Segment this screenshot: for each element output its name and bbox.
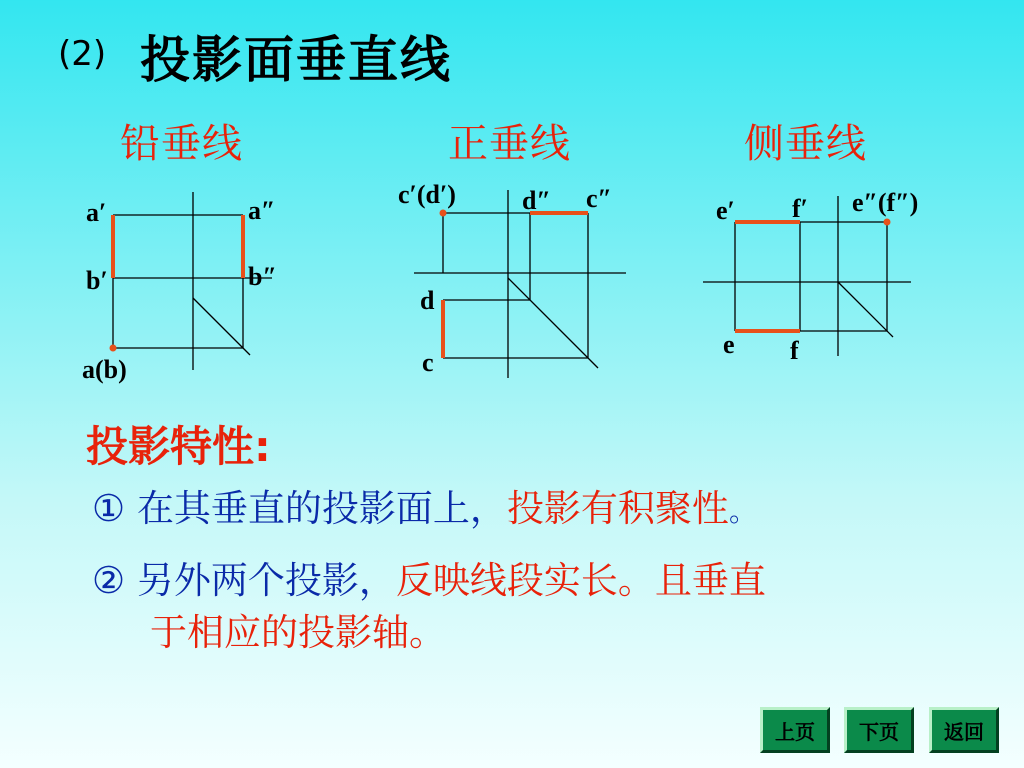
- heading-side-perpendicular-line: 侧垂线: [744, 121, 867, 167]
- label-b-side: b″: [248, 262, 277, 291]
- 45-degree-line: [193, 298, 250, 355]
- label-e-front: e′: [716, 196, 735, 225]
- back-button[interactable]: 返回: [929, 707, 999, 753]
- label-ef-side: e″(f″): [852, 188, 919, 217]
- next-page-button[interactable]: 下页: [844, 707, 914, 753]
- property-item-2-continued: 于相应的投影轴。: [150, 611, 446, 654]
- item-text: 在其垂直的投影面上，: [136, 487, 507, 530]
- label-d-top: d: [420, 286, 435, 315]
- label-d-side: d″: [522, 186, 551, 215]
- label-c-top: c: [422, 348, 434, 377]
- label-cd-front: c′(d′): [398, 180, 456, 209]
- item-highlight: 反映线段实长。且垂直: [395, 559, 766, 602]
- label-f-front: f′: [792, 194, 808, 223]
- item-text: 另外两个投影，: [136, 559, 396, 602]
- page-title: 投影面垂直线: [140, 31, 452, 89]
- diagram-frontal-perpendicular-line: [414, 190, 626, 378]
- property-item-1: [92, 478, 757, 532]
- heading-vertical-line: 铅垂线: [120, 121, 243, 167]
- label-c-side: c″: [586, 184, 612, 213]
- property-item-2: [92, 550, 766, 604]
- heading-frontal-perpendicular-line: 正垂线: [448, 121, 571, 167]
- 45-degree-line: [838, 282, 893, 337]
- item-marker: ①: [92, 487, 126, 530]
- prev-page-button[interactable]: 上页: [760, 707, 830, 753]
- label-a-side: a″: [248, 196, 276, 225]
- properties-title: 投影特性:: [86, 422, 271, 471]
- item-end: 。: [728, 495, 757, 528]
- point-cd-front: [440, 210, 447, 217]
- label-a-front: a′: [86, 198, 107, 227]
- point-ab-top: [110, 345, 117, 352]
- 45-degree-line: [508, 278, 598, 368]
- label-ab-top: a(b): [82, 355, 127, 384]
- title-number: (2): [58, 34, 107, 74]
- label-b-front: b′: [86, 266, 108, 295]
- item-marker: ②: [92, 559, 126, 602]
- label-f-top: f: [790, 336, 799, 365]
- label-e-top: e: [723, 330, 735, 359]
- point-ef-side: [884, 219, 891, 226]
- item-highlight: 投影有积聚性: [506, 487, 729, 530]
